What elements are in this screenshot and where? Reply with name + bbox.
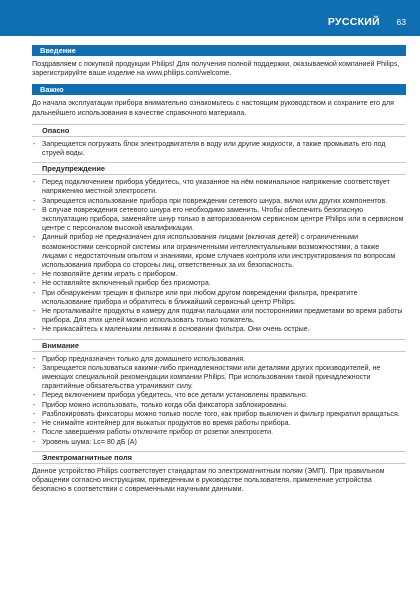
language-label: РУССКИЙ (327, 16, 380, 28)
list-item: - Данный прибор не предназначен для использования лицами (включая детей) с ограниченными возможностями сенсорной системы или ограниченными интеллектуальными возможностями, а также лицами с недостаточным опытом и знаниями, кроме случаев контроля или инструктирования по вопросам использования прибора со стороны лиц, ответственных за их безопасность. (32, 233, 406, 270)
section-important-title: Важно (32, 84, 406, 95)
list-item: - Разблокировать фиксаторы можно только после того, как прибор выключен и фильтр прекратил вращаться. (32, 410, 406, 419)
list-item: - Запрещается погружать блок электродвигателя в воду или другие жидкости, а также промывать его под струей воды. (32, 140, 406, 158)
list-item: - Не оставляйте включенный прибор без присмотра. (32, 279, 406, 288)
intro-text: Поздравляем с покупкой продукции Philips! Для получения полной поддержки, оказываемой компанией Philips, зарегистрируйте ваше изделие на www.philips.com/welcome. (32, 60, 400, 78)
danger-heading: Опасно (32, 124, 406, 137)
manual-content (32, 45, 406, 500)
important-text: До начала эксплуатации прибора внимательно ознакомьтесь с настоящим руководством и сохраните его для дальнейшего использования в качестве справочного материала. (32, 99, 395, 117)
warning-list (32, 178, 406, 334)
list-item: - Запрещается пользоваться какими-либо принадлежностями или деталями других производителей, не имеющих специальной рекомендации компании Philips. При использовании такой принадлежности гарантийные обязательства утрачивают силу. (32, 364, 406, 392)
danger-list (32, 140, 406, 158)
list-item: - Запрещается использование прибора при повреждении сетевого шнура, вилки или других компонентов. (32, 197, 406, 206)
list-item: - После завершения работы отключите прибор от розетки электросети. (32, 428, 406, 437)
section-intro-title: Введение (32, 45, 406, 56)
list-item: - Перед включением прибора убедитесь, что все детали установлены правильно. (32, 391, 406, 400)
list-item: - В случае повреждения сетевого шнура его необходимо заменить. Чтобы обеспечить безопасную эксплуатацию прибора, заменяйте шнур только в авторизованном сервисном центре Philips или в сервисном центре с персоналом высокой квалификации. (32, 206, 406, 234)
list-item: - Не прикасайтесь к маленьким лезвиям в основании фильтра. Они очень острые. (32, 325, 406, 334)
caution-list (32, 355, 406, 447)
caution-heading: Внимание (32, 339, 406, 352)
warning-heading: Предупреждение (32, 162, 406, 175)
list-item: - Уровень шума: Lc= 80 дБ (A) (32, 438, 406, 447)
page-number: 63 (396, 17, 406, 27)
list-item: - Не позволяйте детям играть с прибором. (32, 270, 406, 279)
emf-text: Данное устройство Philips соответствует стандартам по электромагнитным полям (ЭМП). При правильном обращении согласно инструкциям, приведенным в руководстве пользователя, применение устройства безопасно в соответствии с современными научными данными. (32, 466, 385, 494)
list-item: - Прибор предназначен только для домашнего использования. (32, 355, 406, 364)
list-item: - Не снимайте контейнер для выжатых продуктов во время работы прибора. (32, 419, 406, 428)
list-item: - Прибор можно использовать, только когда оба фиксатора заблокированы. (32, 401, 406, 410)
list-item: - Не проталкивайте продукты в камеру для подачи пальцами или посторонними предметами во время работы прибора. Для этих целей можно использовать только толкатель. (32, 307, 406, 325)
emf-heading: Электромагнитные поля (32, 451, 406, 464)
list-item: - При обнаружении трещин в фильтре или при любом другом повреждении фильтра, прекратите использование прибора и обратитесь в ближайший сервисный центр Philips. (32, 289, 406, 307)
list-item: - Перед подключением прибора убедитесь, что указанное на нём номинальное напряжение соответствует напряжению местной электросети. (32, 178, 406, 196)
